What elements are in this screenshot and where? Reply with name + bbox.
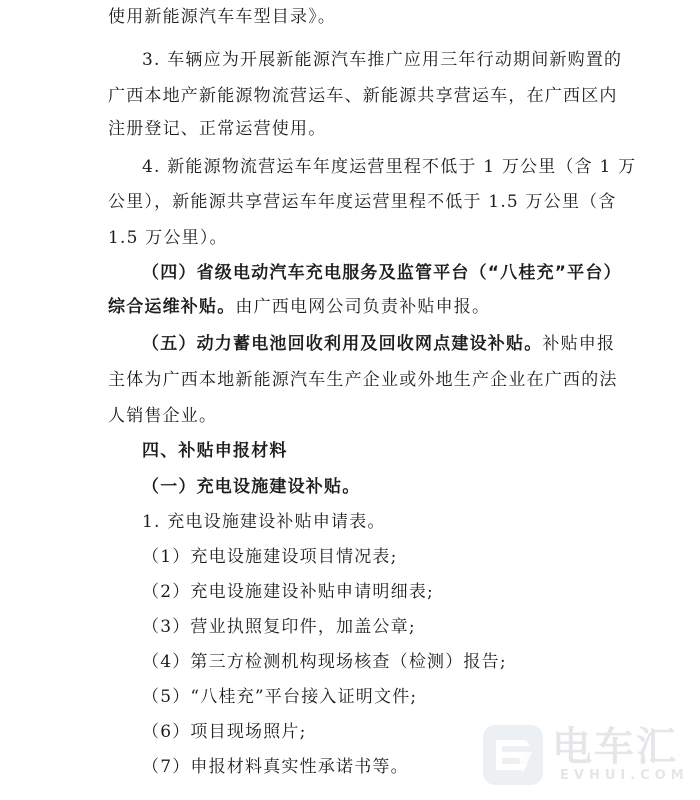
text-line: 注册登记、正常运营使用。 [108, 119, 327, 139]
text-line: 4. 新能源物流营运车年度运营里程不低于 1 万公里（含 1 万 [142, 157, 637, 177]
text-line [108, 296, 490, 318]
list-item: （3）营业执照复印件，加盖公章; [142, 617, 416, 637]
text-line: 人销售企业。 [108, 406, 218, 426]
list-item: （1）充电设施建设项目情况表; [142, 547, 398, 567]
watermark [480, 722, 690, 788]
part-heading: 四、补贴申报材料 [142, 441, 288, 461]
text-line [142, 333, 615, 355]
text-line: 1.5 万公里）。 [108, 228, 228, 248]
section-heading: （五）动力蓄电池回收利用及回收网点建设补贴。 [142, 334, 543, 354]
section-body: 补贴申报 [542, 334, 616, 354]
list-item: （2）充电设施建设补贴申请明细表; [142, 582, 434, 602]
list-item: （4）第三方检测机构现场核查（检测）报告; [142, 652, 507, 672]
ev-logo-icon [480, 722, 546, 788]
section-heading: （四）省级电动汽车充电服务及监管平台（“八桂充”平台） [142, 263, 622, 283]
section-body: 由广西电网公司负责补贴申报。 [235, 297, 491, 317]
text-line: 广西本地产新能源物流营运车、新能源共享营运车，在广西区内 [108, 86, 618, 106]
text-line: 主体为广西本地新能源汽车生产企业或外地生产企业在广西的法 [108, 370, 618, 390]
section-heading-cont: 综合运维补贴。 [108, 297, 236, 317]
list-item: （6）项目现场照片; [142, 722, 307, 742]
text-line: 公里），新能源共享营运车年度运营里程不低于 1.5 万公里（含 [108, 192, 617, 212]
watermark-name: 电车汇 [552, 724, 678, 770]
watermark-url: EVHUI.COM [560, 768, 689, 783]
text-line: 使用新能源汽车车型目录》。 [108, 7, 337, 27]
list-item: （7）申报材料真实性承诺书等。 [142, 757, 409, 777]
list-intro: 1. 充电设施建设补贴申请表。 [142, 512, 386, 532]
text-line: 3. 车辆应为开展新能源汽车推广应用三年行动期间新购置的 [142, 50, 623, 70]
list-item: （5）“八桂充”平台接入证明文件; [142, 687, 418, 707]
subsection-heading: （一）充电设施建设补贴。 [142, 477, 361, 497]
